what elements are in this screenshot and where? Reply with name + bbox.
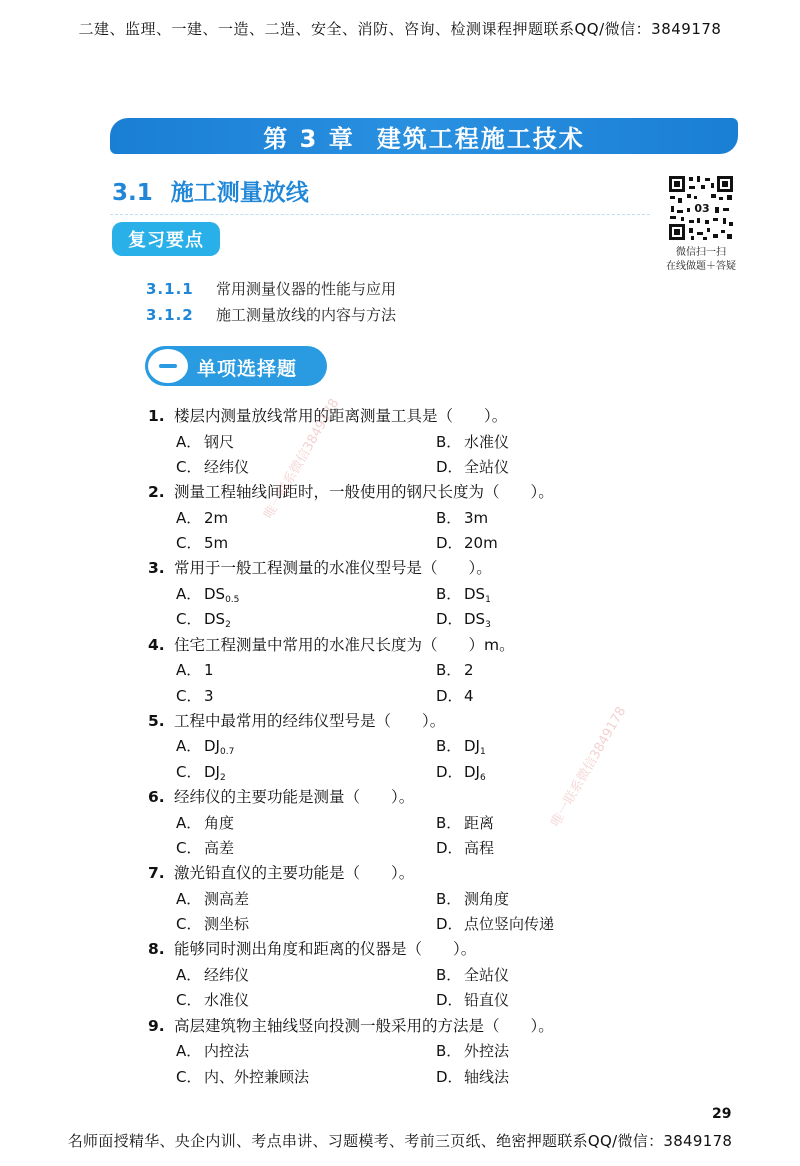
answer-option[interactable] (176, 659, 214, 680)
option-subscript: 2 (219, 772, 226, 783)
option-text: 内控法 (204, 1042, 250, 1061)
question-stem (148, 937, 476, 959)
answer-option[interactable] (176, 583, 239, 605)
answer-option[interactable] (436, 583, 491, 605)
option-text: 铅直仪 (464, 991, 510, 1010)
option-text: 5m (204, 534, 229, 553)
question-stem (148, 709, 445, 731)
option-label: B． (436, 1042, 462, 1061)
option-text: 2 (464, 661, 474, 680)
qr-code-icon[interactable] (667, 174, 735, 242)
option-text: 高差 (204, 839, 235, 857)
option-subscript: 1 (479, 747, 486, 758)
answer-option[interactable] (176, 456, 249, 477)
question-text: 常用于一般工程测量的水准仪型号是（ ）。 (174, 559, 492, 578)
qr-code-label: 03 (694, 202, 710, 215)
question-number: 5. (148, 711, 165, 730)
option-text: 测坐标 (204, 915, 250, 934)
option-text: 水准仪 (464, 432, 510, 451)
toc-item (146, 304, 396, 325)
section-title (112, 174, 309, 207)
toc-item-number: 3.1.2 (146, 306, 194, 324)
question-text: 经纬仪的主要功能是测量（ ）。 (174, 788, 415, 806)
option-text: DJ (464, 737, 480, 756)
option-label: A． (176, 889, 202, 908)
answer-option[interactable] (436, 507, 488, 528)
option-text: 钢尺 (204, 432, 235, 451)
option-text: 经纬仪 (204, 965, 250, 984)
answer-option[interactable] (176, 507, 228, 528)
question-number: 7. (148, 864, 165, 883)
watermark: 唯一联系微信3849178 (261, 396, 343, 522)
answer-option[interactable] (176, 989, 249, 1010)
header-banner: 二建、监理、一建、一造、二造、安全、消防、咨询、检测课程押题联系QQ/微信：3849178 (78, 20, 722, 38)
option-text: DS (464, 584, 486, 603)
option-label: C． (176, 534, 202, 553)
option-text: 3m (464, 508, 489, 527)
page-number: 29 (712, 1106, 732, 1122)
option-text: 1 (204, 661, 214, 680)
review-points-label: 复习要点 (112, 222, 220, 256)
question-stem (148, 861, 414, 883)
answer-option[interactable] (436, 761, 486, 783)
option-text: 距离 (464, 813, 495, 832)
question-type-banner (145, 346, 327, 386)
option-text: 内、外控兼顾法 (204, 1067, 310, 1086)
question-number: 6. (148, 788, 165, 806)
option-label: A． (176, 965, 202, 984)
answer-option[interactable] (436, 888, 509, 909)
answer-option[interactable] (436, 837, 494, 858)
option-subscript: 0.7 (219, 747, 235, 758)
answer-option[interactable] (176, 913, 249, 934)
answer-option[interactable] (176, 761, 226, 783)
option-text: DS (204, 584, 226, 603)
toc-item-title: 常用测量仪器的性能与应用 (216, 280, 397, 298)
option-label: D． (436, 915, 463, 934)
option-label: C． (176, 458, 202, 476)
section-divider (110, 214, 650, 215)
answer-option[interactable] (176, 532, 228, 553)
question-type-label: 单项选择题 (197, 358, 298, 380)
option-subscript: 1 (485, 594, 491, 605)
answer-option[interactable] (436, 456, 509, 477)
option-text: 3 (204, 686, 214, 705)
question-stem (148, 480, 554, 502)
answer-option[interactable] (436, 989, 509, 1010)
qr-caption (652, 246, 750, 274)
question-text: 工程中最常用的经纬仪型号是（ ）。 (174, 711, 446, 730)
section-number: 3.1 (112, 180, 153, 206)
question-text: 能够同时测出角度和距离的仪器是（ ）。 (174, 940, 477, 959)
option-label: D． (436, 610, 463, 629)
option-label: A． (176, 508, 202, 527)
option-text: DS (204, 610, 226, 629)
option-label: A． (176, 584, 202, 603)
option-label: B． (436, 432, 462, 451)
option-label: A． (176, 661, 202, 680)
answer-option[interactable] (176, 608, 231, 630)
qr-caption-line1: 微信扫一扫 (676, 247, 726, 258)
watermark: 唯一联系微信3849178 (548, 704, 630, 830)
option-text: 2m (204, 508, 229, 527)
option-label: C． (176, 686, 202, 705)
option-subscript: 3 (485, 620, 491, 631)
toc-item-number: 3.1.1 (146, 280, 194, 298)
answer-option[interactable] (176, 431, 234, 452)
option-text: 外控法 (464, 1042, 510, 1061)
answer-option[interactable] (436, 1040, 509, 1061)
option-label: D． (436, 1067, 463, 1086)
answer-option[interactable] (436, 1066, 509, 1087)
option-label: B． (436, 889, 462, 908)
question-text: 高层建筑物主轴线竖向投测一般采用的方法是（ ）。 (174, 1016, 554, 1035)
answer-option[interactable] (176, 685, 214, 706)
toc-item (146, 278, 396, 299)
chapter-title: 建筑工程施工技术 (376, 124, 585, 153)
dash-icon (148, 349, 188, 383)
option-text: DJ (464, 762, 480, 781)
answer-option[interactable] (176, 964, 249, 985)
option-text: 20m (464, 534, 498, 553)
answer-option[interactable] (436, 659, 474, 680)
option-text: 轴线法 (464, 1067, 510, 1086)
option-label: C． (176, 1067, 202, 1086)
answer-option[interactable] (436, 685, 474, 706)
option-text: 角度 (204, 813, 235, 832)
option-subscript: 2 (225, 620, 231, 631)
section-name: 施工测量放线 (170, 180, 309, 206)
answer-option[interactable] (176, 888, 249, 909)
option-text: 点位竖向传递 (464, 915, 555, 934)
question-number: 4. (148, 635, 165, 654)
option-label: D． (436, 839, 463, 857)
option-text: 全站仪 (464, 965, 510, 984)
answer-option[interactable] (176, 812, 234, 833)
option-subscript: 6 (479, 772, 486, 783)
option-text: 测角度 (464, 889, 510, 908)
answer-option[interactable] (436, 812, 494, 833)
option-label: D． (436, 458, 463, 476)
question-number: 2. (148, 483, 165, 502)
option-label: D． (436, 686, 463, 705)
option-text: 全站仪 (464, 458, 510, 476)
option-label: A． (176, 432, 202, 451)
question-stem (148, 785, 414, 807)
question-stem (148, 556, 492, 578)
question-text: 楼层内测量放线常用的距离测量工具是（ ）。 (174, 407, 508, 425)
option-text: 经纬仪 (204, 458, 250, 476)
answer-option[interactable] (436, 964, 509, 985)
answer-option[interactable] (176, 735, 234, 757)
option-label: B． (436, 508, 462, 527)
option-label: C． (176, 991, 202, 1010)
option-label: C． (176, 762, 202, 781)
option-label: D． (436, 991, 463, 1010)
question-text: 住宅工程测量中常用的水准尺长度为（ ）m。 (174, 635, 515, 654)
answer-option[interactable] (436, 431, 509, 452)
option-label: B． (436, 965, 462, 984)
toc-item-title: 施工测量放线的内容与方法 (216, 306, 397, 324)
option-label: D． (436, 534, 463, 553)
option-label: B． (436, 813, 462, 832)
option-label: C． (176, 610, 202, 629)
answer-option[interactable] (436, 735, 486, 757)
question-text: 激光铅直仪的主要功能是（ ）。 (174, 864, 415, 883)
chapter-title-bar (110, 118, 738, 154)
chapter-number: 第 3 章 (263, 124, 355, 153)
option-label: B． (436, 737, 462, 756)
option-label: B． (436, 661, 462, 680)
qr-caption-line2: 在线做题＋答疑 (666, 261, 736, 272)
question-text: 测量工程轴线间距时，一般使用的钢尺长度为（ ）。 (174, 483, 554, 502)
question-number: 9. (148, 1016, 165, 1035)
question-number: 8. (148, 940, 165, 959)
answer-option[interactable] (176, 1040, 249, 1061)
option-text: DS (464, 610, 486, 629)
footer-banner: 名师面授精华、央企内训、考点串讲、习题模考、考前三页纸、绝密押题联系QQ/微信：3849178 (67, 1132, 733, 1150)
question-number: 3. (148, 559, 165, 578)
option-label: A． (176, 1042, 202, 1061)
option-label: D． (436, 762, 463, 781)
option-label: A． (176, 813, 202, 832)
option-subscript: 0.5 (225, 594, 240, 605)
option-label: C． (176, 839, 202, 857)
question-stem (148, 1014, 554, 1036)
answer-option[interactable] (176, 1066, 309, 1087)
option-text: DJ (204, 737, 220, 756)
option-text: 4 (464, 686, 474, 705)
answer-option[interactable] (436, 913, 554, 934)
answer-option[interactable] (436, 532, 498, 553)
question-stem (148, 633, 515, 655)
answer-option[interactable] (176, 837, 234, 858)
option-text: 水准仪 (204, 991, 250, 1010)
option-text: 测高差 (204, 889, 250, 908)
option-text: 高程 (464, 839, 495, 857)
answer-option[interactable] (436, 608, 491, 630)
option-text: DJ (204, 762, 220, 781)
option-label: C． (176, 915, 202, 934)
question-number: 1. (148, 407, 165, 425)
option-label: B． (436, 584, 462, 603)
option-label: A． (176, 737, 202, 756)
